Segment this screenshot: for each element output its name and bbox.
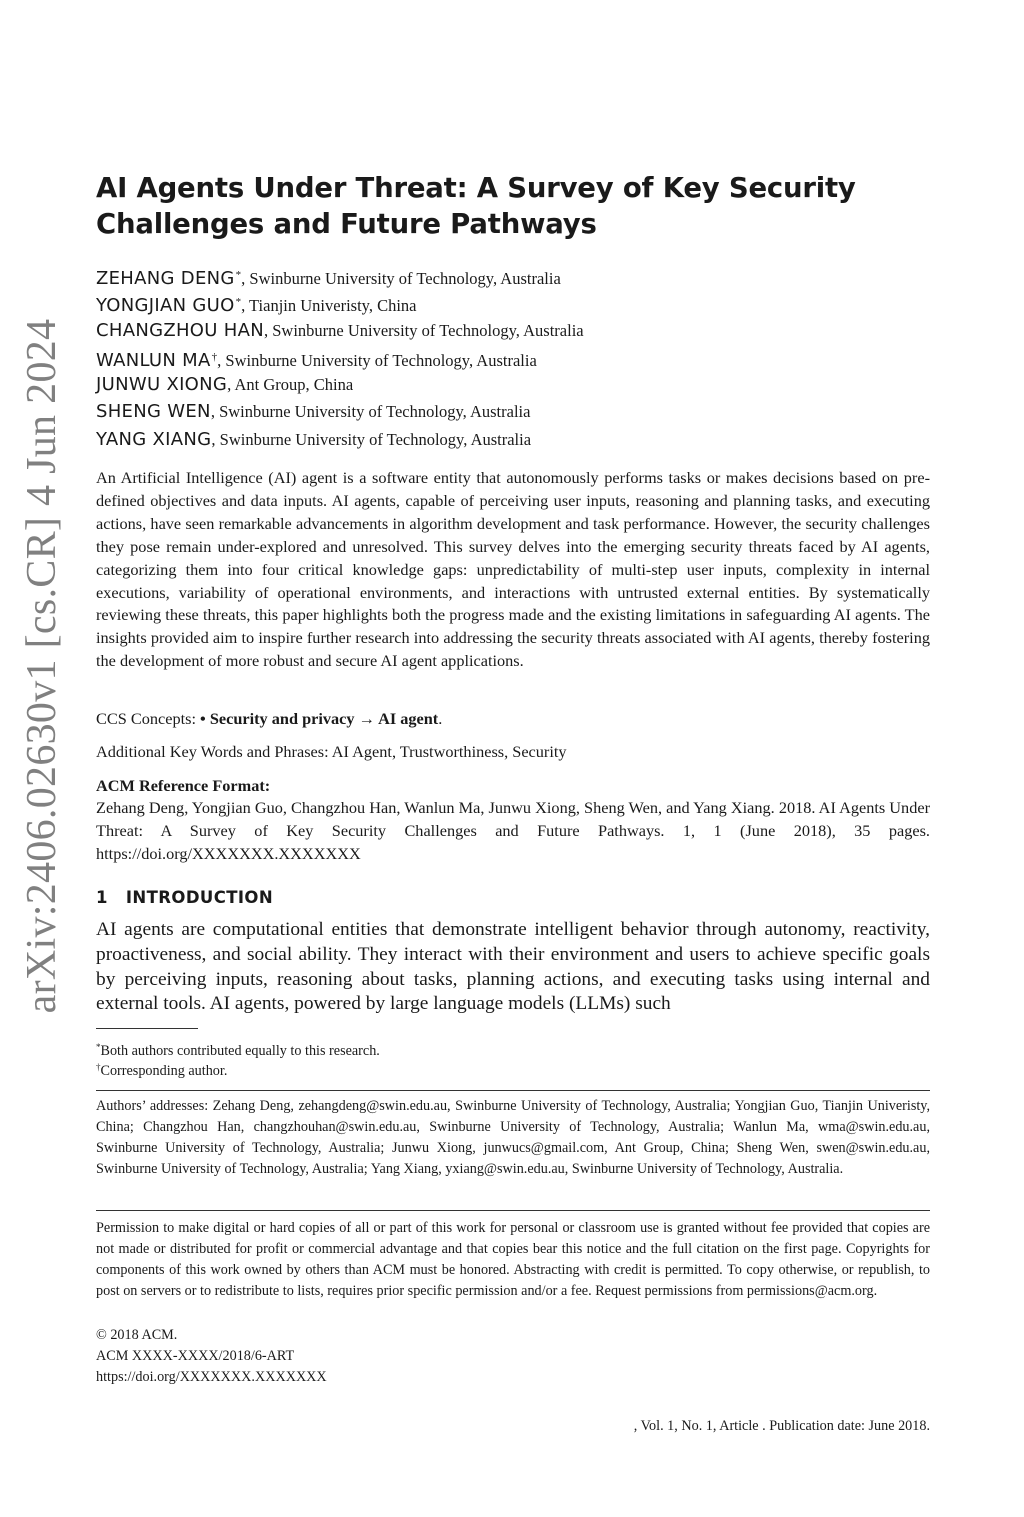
author-affiliation: , Tianjin Univeristy, China (241, 296, 417, 316)
author-affiliation: , Swinburne University of Technology, Australia (217, 350, 537, 370)
footnote-divider (96, 1028, 198, 1029)
author-name: CHANGZHOU HAN (96, 319, 264, 341)
author-row (96, 426, 930, 453)
ccs-concepts (96, 708, 930, 731)
footnote-corresponding-author (96, 1057, 227, 1081)
author-row (96, 371, 930, 398)
reference-format-body: Zehang Deng, Yongjian Guo, Changzhou Han, Wanlun Ma, Junwu Xiong, Sheng Wen, and Yang Xiang. 2018. AI Agents Under Threat: A Survey of Key Security Challenges and Future Pathways. 1, 1 (June 2018), 35 pages. https://doi.org/XXXXXXX.XXXXXXX (96, 798, 930, 863)
author-row (96, 262, 930, 289)
ccs-label: CCS Concepts: (96, 709, 201, 728)
section-title: INTRODUCTION (125, 888, 274, 907)
addresses-divider (96, 1090, 930, 1091)
ccs-category: Security and privacy (209, 709, 355, 728)
abstract: An Artificial Intelligence (AI) agent is a software entity that autonomously performs tasks or makes decisions based on pre-defined objectives and data inputs. AI agents, capable of perceiving user inputs, reasoning and planning tasks, and executing actions, have seen remarkable advancements in algorithm development and task performance. However, the security challenges they pose remain under-explored and unresolved. This survey delves into the emerging security threats faced by AI agents, categorizing them into four critical knowledge gaps: unpredictability of multi-step user inputs, complexity in internal executions, variability of operational environments, and interactions with untrusted external entities. By systematically reviewing these threats, this paper highlights both the progress made and the existing limitations in safeguarding AI agents. The insights provided aim to inspire further research into addressing the security threats associated with AI agents, thereby fostering the development of more robust and secure AI agent applications. (96, 468, 930, 671)
author-mark: † (211, 350, 218, 363)
footnote-mark: * (96, 1042, 101, 1052)
permission-notice: Permission to make digital or hard copies of all or part of this work for personal or classroom use is granted without fee provided that copies are not made or distributed for profit or commercial advantage and that copies bear this notice and the full citation on the first page. Copyrights for components of this work owned by others than ACM must be honored. Abstracting with credit is permitted. To copy otherwise, or republish, to post on servers or to redistribute to lists, requires prior specific permission and/or a fee. Request permissions from permissions@acm.org. (96, 1220, 930, 1299)
author-affiliation: , Swinburne University of Technology, Australia (263, 320, 584, 340)
author-mark: * (235, 269, 242, 281)
doi-link[interactable]: https://doi.org/XXXXXXX.XXXXXXX (96, 1369, 327, 1385)
copyright-line: © 2018 ACM. (96, 1327, 178, 1343)
author-name: YANG XIANG (96, 428, 212, 450)
author-name: SHENG WEN (96, 401, 211, 423)
arxiv-identifier-stamp: arXiv:2406.02630v1 [cs.CR] 4 Jun 2024 (19, 318, 65, 1014)
author-name: WANLUN MA (96, 349, 211, 371)
author-affiliation: , Swinburne University of Technology, Australia (241, 269, 561, 288)
author-name: YONGJIAN GUO (96, 295, 235, 317)
footnote-text: Corresponding author. (100, 1063, 228, 1079)
footnote-mark: † (96, 1062, 101, 1072)
author-affiliation: , Swinburne University of Technology, Australia (210, 402, 531, 422)
introduction-paragraph: AI agents are computational entities that demonstrate intelligent behavior through autonomy, reactivity, proactiveness, and social ability. They interact with their environment and users to achieve specific goals by perceiving inputs, reasoning about tasks, planning actions, and executing tasks using internal and external tools. AI agents, powered by large language models (LLMs) such (96, 919, 930, 1015)
ccs-bullet: • (200, 709, 210, 728)
author-affiliation: , Swinburne University of Technology, Australia (211, 429, 532, 449)
author-list (96, 262, 930, 453)
reference-format-heading: ACM Reference Format: (96, 776, 271, 795)
paper-title: AI Agents Under Threat: A Survey of Key Security Challenges and Future Pathways (96, 172, 856, 240)
author-name: ZEHANG DENG (96, 268, 235, 289)
author-affiliation: , Ant Group, China (227, 375, 354, 395)
keywords: Additional Key Words and Phrases: AI Agent, Trustworthiness, Security (96, 742, 567, 761)
ccs-arrow: → (354, 709, 379, 728)
author-row (96, 317, 930, 344)
section-number: 1 (96, 888, 108, 907)
section-heading-introduction (96, 888, 273, 907)
ccs-end: . (438, 709, 443, 728)
permission-divider (96, 1210, 930, 1211)
author-name: JUNWU XIONG (96, 374, 228, 396)
footnote-text: Both authors contributed equally to this research. (100, 1043, 380, 1059)
author-row (96, 398, 930, 425)
author-mark: * (235, 296, 242, 309)
acm-isbn-line: ACM XXXX-XXXX/2018/6-ART (96, 1348, 295, 1364)
author-row (96, 289, 930, 316)
author-row (96, 344, 930, 371)
authors-addresses: Authors’ addresses: Zehang Deng, zehangdeng@swin.edu.au, Swinburne University of Technology, Australia; Yongjian Guo, Tianjin Univeristy, China; Changzhou Han, changzhouhan@swin.edu.au, Swinburne University of Technology, Australia; Wanlun Ma, wma@swin.edu.au, Swinburne University of Technology, Australia; Junwu Xiong, junwucs@gmail.com, Ant Group, China; Sheng Wen, swen@swin.edu.au, Swinburne University of Technology, Australia; Yang Xiang, yxiang@swin.edu.au, Swinburne University of Technology, Australia. (96, 1098, 930, 1177)
ccs-concept: AI agent (378, 709, 439, 728)
page-footer-publication-info: , Vol. 1, No. 1, Article . Publication date: June 2018. (633, 1418, 930, 1434)
